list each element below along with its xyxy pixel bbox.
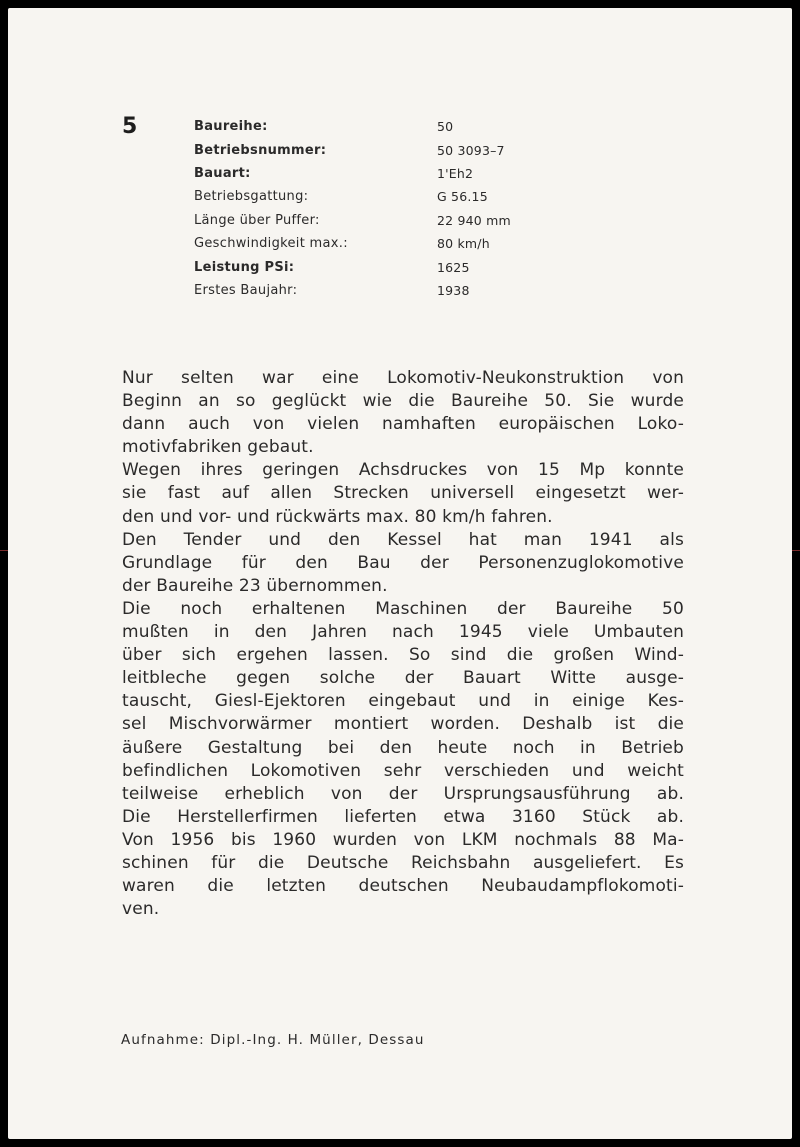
spec-value: G 56.15 [437, 189, 488, 205]
spec-value: 1625 [437, 259, 470, 275]
spec-value: 1'Eh2 [437, 165, 474, 181]
spec-label: Leistung PSi: [194, 259, 295, 275]
edge-mark [0, 550, 8, 551]
text-line: Die noch erhaltenen Maschinen der Baureihe 50 [122, 598, 684, 619]
text-line: den und vor- und rückwärts max. 80 km/h fahren. [122, 506, 553, 527]
text-line: Die Herstellerfirmen lieferten etwa 3160 Stück ab. [122, 806, 684, 827]
text-line: über sich ergehen lassen. So sind die großen Wind- [122, 645, 684, 666]
text-line: äußere Gestaltung bei den heute noch in Betrieb [122, 737, 684, 758]
text-line: teilweise erheblich von der Ursprungsausführung ab. [122, 783, 684, 804]
text-line: Grundlage für den Bau der Personenzuglokomotive [122, 552, 684, 573]
text-line: Beginn an so geglückt wie die Baureihe 50. Sie wurde [122, 391, 684, 412]
info-card [8, 8, 792, 1139]
spec-row-laenge [194, 209, 614, 232]
spec-label: Länge über Puffer: [194, 212, 320, 228]
edge-mark [792, 550, 800, 551]
text-line: mußten in den Jahren nach 1945 viele Umbauten [122, 622, 684, 643]
text-line: Den Tender und den Kessel hat man 1941 als [122, 529, 684, 550]
text-line: der Baureihe 23 übernommen. [122, 575, 388, 596]
text-line: schinen für die Deutsche Reichsbahn ausgeliefert. Es [122, 852, 684, 873]
spec-row-betriebsgattung [194, 185, 614, 208]
spec-row-baureihe [194, 115, 614, 138]
spec-value: 50 3093–7 [437, 142, 505, 158]
spec-label: Erstes Baujahr: [194, 282, 298, 298]
text-line: Wegen ihres geringen Achsdruckes von 15 Mp konnte [122, 460, 684, 481]
spec-label: Geschwindigkeit max.: [194, 236, 348, 252]
spec-value: 1938 [437, 282, 470, 298]
photo-credit: Aufnahme: Dipl.-Ing. H. Müller, Dessau [121, 1032, 425, 1048]
spec-value: 22 940 mm [437, 212, 511, 228]
text-line: sie fast auf allen Strecken universell eingesetzt wer- [122, 483, 684, 504]
spec-row-bauart [194, 162, 614, 185]
text-line: dann auch von vielen namhaften europäischen Loko- [122, 414, 684, 435]
spec-value: 50 [437, 119, 454, 135]
text-line: befindlichen Lokomotiven sehr verschieden und weicht [122, 760, 684, 781]
text-line: ven. [122, 899, 160, 920]
card-number: 5 [122, 114, 138, 139]
spec-label: Betriebsgattung: [194, 189, 309, 205]
description-text [122, 367, 684, 921]
spec-row-baujahr [194, 279, 614, 302]
spec-row-geschwindigkeit [194, 232, 614, 255]
spec-table [194, 115, 614, 302]
text-line: tauscht, Giesl-Ejektoren eingebaut und in einige Kes- [122, 691, 684, 712]
text-line: motivfabriken gebaut. [122, 437, 314, 458]
text-line: Von 1956 bis 1960 wurden von LKM nochmals 88 Ma- [122, 829, 684, 850]
text-line: Nur selten war eine Lokomotiv-Neukonstruktion von [122, 368, 684, 388]
spec-label: Betriebsnummer: [194, 142, 327, 158]
text-line: leitbleche gegen solche der Bauart Witte ausge- [122, 668, 684, 689]
spec-value: 80 km/h [437, 236, 490, 252]
spec-label: Baureihe: [194, 119, 268, 135]
spec-row-leistung [194, 255, 614, 278]
spec-label: Bauart: [194, 165, 251, 181]
text-line: waren die letzten deutschen Neubaudampflokomoti- [122, 876, 684, 897]
text-line: sel Mischvorwärmer montiert worden. Deshalb ist die [122, 714, 684, 735]
spec-row-betriebsnummer [194, 138, 614, 161]
